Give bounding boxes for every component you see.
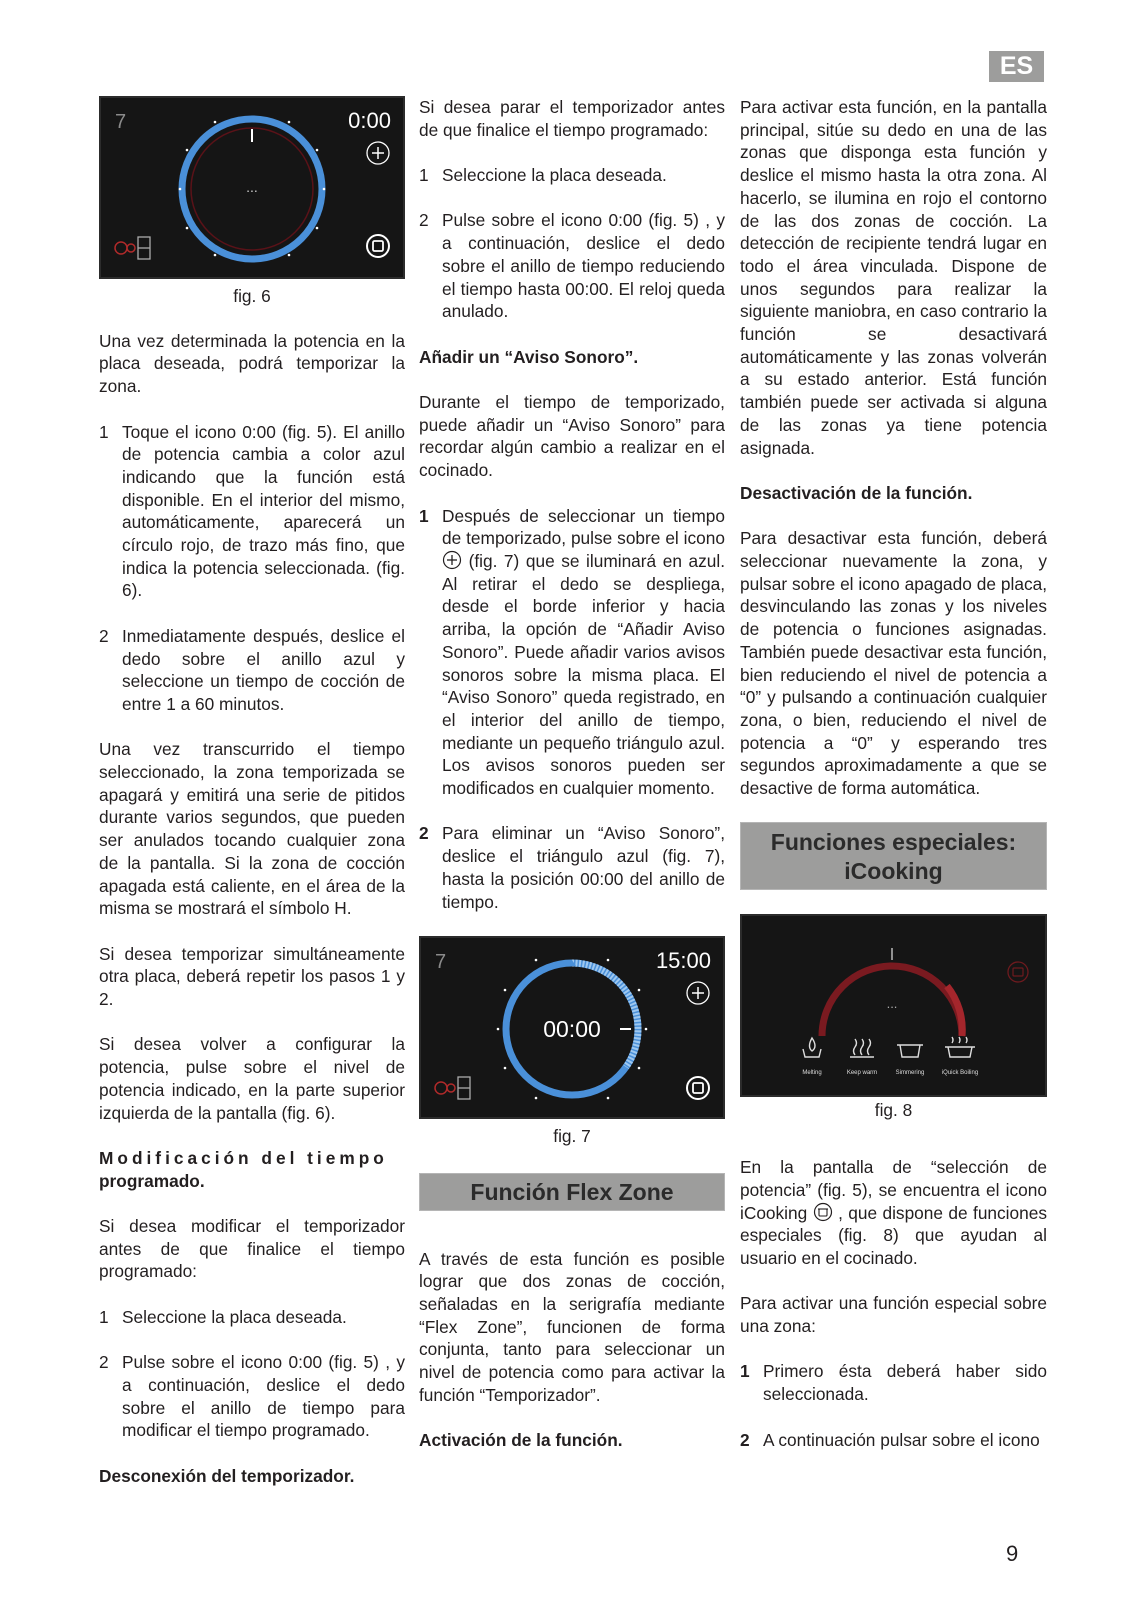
list-item: 1 Después de seleccionar un tiempo de temporizado, pulse sobre el icono (fig. 7) que se iluminará en azul. Al retirar el dedo se despliega, desde el borde inferior y hacia arriba, la opción de “Añadir Aviso Sonoro”. Puede añadir varios avisos sonoros sobre la misma placa. El “Aviso Sonoro” queda registrado, en el interior del anillo de tiempo, mediante un pequeño triángulo azul. Los avisos sonoros pueden ser modificados en cualquier momento. <box>419 505 725 799</box>
list-item: 1 Primero ésta deberá haber sido seleccionada. <box>740 1361 1047 1405</box>
paragraph: Para activar una función especial sobre una zona: <box>740 1293 1047 1337</box>
fig7-center-time: 00:00 <box>543 1015 601 1042</box>
plus-icon <box>442 550 462 570</box>
fig7-screen <box>419 936 725 1119</box>
fig6-screen <box>99 96 405 279</box>
section-banner: Funciones especiales: iCooking <box>740 822 1047 890</box>
section-heading: Modificación del tiempo programado. <box>99 1147 388 1191</box>
paragraph: Si desea parar el temporizador antes de que finalice el tiempo programado: <box>419 97 725 140</box>
plus-icon[interactable] <box>367 142 389 164</box>
column-1 <box>99 96 405 1510</box>
column-3 <box>740 96 1047 1474</box>
fig8-screen <box>740 914 1047 1097</box>
plus-icon[interactable] <box>687 982 709 1004</box>
section-heading: Desconexión del temporizador. <box>99 1465 355 1486</box>
simmering-label: Simmering <box>895 1070 925 1077</box>
fig7-caption: fig. 7 <box>553 1125 591 1146</box>
paragraph: Una vez transcurrido el tiempo seleccionado, la zona temporizada se apagará y emitirá una serie de pitidos durante varios segundos, que pueden ser anulados tocando cualquier zona de la pantalla. Si la zona de cocción apagada está caliente, en el área de la misma se mostrará el símbolo H. <box>99 739 405 919</box>
page-number: 9 <box>1006 1541 1019 1566</box>
fig6-level: 7 <box>115 111 127 133</box>
fig6-time: 0:00 <box>348 108 391 133</box>
keep-warm-icon[interactable] <box>850 1039 874 1057</box>
list-item: 2 Inmediatamente después, deslice el dedo sobre el anillo azul y seleccione un tiempo de cocción de entre 1 a 60 minutos. <box>99 625 405 714</box>
list-item: 2 Pulse sobre el icono 0:00 (fig. 5) , y a continuación, deslice el dedo sobre el anillo de tiempo reduciendo el tiempo hasta 00:00. El reloj queda anulado. <box>419 210 725 322</box>
quick-boiling-icon[interactable] <box>945 1037 975 1057</box>
section-heading: Activación de la función. <box>419 1430 623 1451</box>
list-item: 2 Pulse sobre el icono 0:00 (fig. 5) , y a continuación, deslice el dedo sobre el anillo de tiempo para modificar el tiempo programado. <box>99 1352 405 1441</box>
keep-warm-label: Keep warm <box>846 1070 878 1077</box>
paragraph: Si desea temporizar simultáneamente otra placa, deberá repetir los pasos 1 y 2. <box>99 943 405 1010</box>
fig6-dots: ... <box>246 179 258 195</box>
zones-icon <box>115 237 150 259</box>
list-item: 1 Seleccione la placa deseada. <box>99 1306 347 1327</box>
power-off-icon[interactable] <box>687 1077 709 1099</box>
zones-icon <box>435 1077 470 1099</box>
fig7-level: 7 <box>435 950 447 973</box>
quick-boiling-label: iQuick Boiling <box>941 1070 979 1077</box>
section-banner: Función Flex Zone <box>419 1173 725 1211</box>
language-badge: ES <box>989 51 1044 82</box>
simmering-icon[interactable] <box>897 1045 923 1057</box>
paragraph: Si desea modificar el temporizador antes de que finalice el tiempo programado: <box>99 1216 405 1282</box>
paragraph: A través de esta función es posible lograr que dos zonas de cocción, señaladas en la serigrafía mediante “Flex Zone”, funcionen de forma conjunta, tanto para seleccionar un nivel de potencia como para activar la función “Temporizador”. <box>419 1248 725 1405</box>
paragraph: Durante el tiempo de temporizado, puede añadir un “Aviso Sonoro” para recordar algún cambio a realizar en el cocinado. <box>419 392 725 481</box>
icooking-icon <box>813 1202 833 1222</box>
list-item: 2 A continuación pulsar sobre el icono <box>740 1429 1040 1450</box>
paragraph: Si desea volver a configurar la potencia, pulse sobre el nivel de potencia indicado, en la parte superior izquierda de la pantalla (fig. 6). <box>99 1034 405 1123</box>
melting-icon[interactable] <box>803 1038 821 1057</box>
fig7-time: 15:00 <box>655 947 711 973</box>
paragraph: Para desactivar esta función, deberá seleccionar nuevamente la zona, y pulsar sobre el icono apagado de placa, desvinculando las zonas y los niveles de potencia o funciones asignadas. También puede desactivar esta función, bien reduciendo el nivel de potencia a “0” y pulsando a continuación cualquier zona, o bien, reduciendo el nivel de potencia a “0” y esperando tres segundos aproximadamente a que se desactive de forma automática. <box>740 528 1047 799</box>
melting-label: Melting <box>802 1070 822 1077</box>
list-item: 1 Toque el icono 0:00 (fig. 5). El anillo de potencia cambia a color azul indicando que la función está disponible. En el interior del mismo, automáticamente, aparecerá un círculo rojo, de trazo más fino, que indica la potencia seleccionada. (fig. 6). <box>99 421 405 601</box>
paragraph: En la pantalla de “selección de potencia” (fig. 5), se encuentra el icono iCooking , que dispone de funciones especiales (fig. 8) que ayudan al usuario en el cocinado. <box>740 1157 1048 1268</box>
paragraph: Para activar esta función, en la pantalla principal, sitúe su dedo en una de las zonas que disponga esta función y deslice el mismo hasta la otra zona. Al hacerlo, se ilumina en rojo el contorno de las dos zonas de cocción. La detección de recipiente tendrá lugar en todo el área vinculada. Dispone de unos segundos para realizar la siguiente maniobra, en caso contrario la función se desactivará automáticamente y las zonas volverán a su estado anterior. Está función también puede ser activada si alguna de las zonas ya tiene potencia asignada. <box>740 97 1047 458</box>
fig8-caption: fig. 8 <box>874 1100 913 1121</box>
power-off-icon[interactable] <box>367 235 389 257</box>
fig6-caption: fig. 6 <box>233 286 271 306</box>
section-heading: Añadir un “Aviso Sonoro”. <box>419 346 639 367</box>
fig8-dots: ... <box>886 996 898 1012</box>
paragraph: Una vez determinada la potencia en la placa deseada, podrá temporizar la zona. <box>99 330 405 397</box>
list-item: 2 Para eliminar un “Aviso Sonoro”, deslice el triángulo azul (fig. 7), hasta la posición 00:00 del anillo de tiempo. <box>419 823 725 912</box>
list-item: 1 Seleccione la placa deseada. <box>419 165 667 186</box>
column-2 <box>419 96 725 1475</box>
section-heading: Desactivación de la función. <box>740 482 973 503</box>
icooking-icon[interactable] <box>1008 962 1028 982</box>
